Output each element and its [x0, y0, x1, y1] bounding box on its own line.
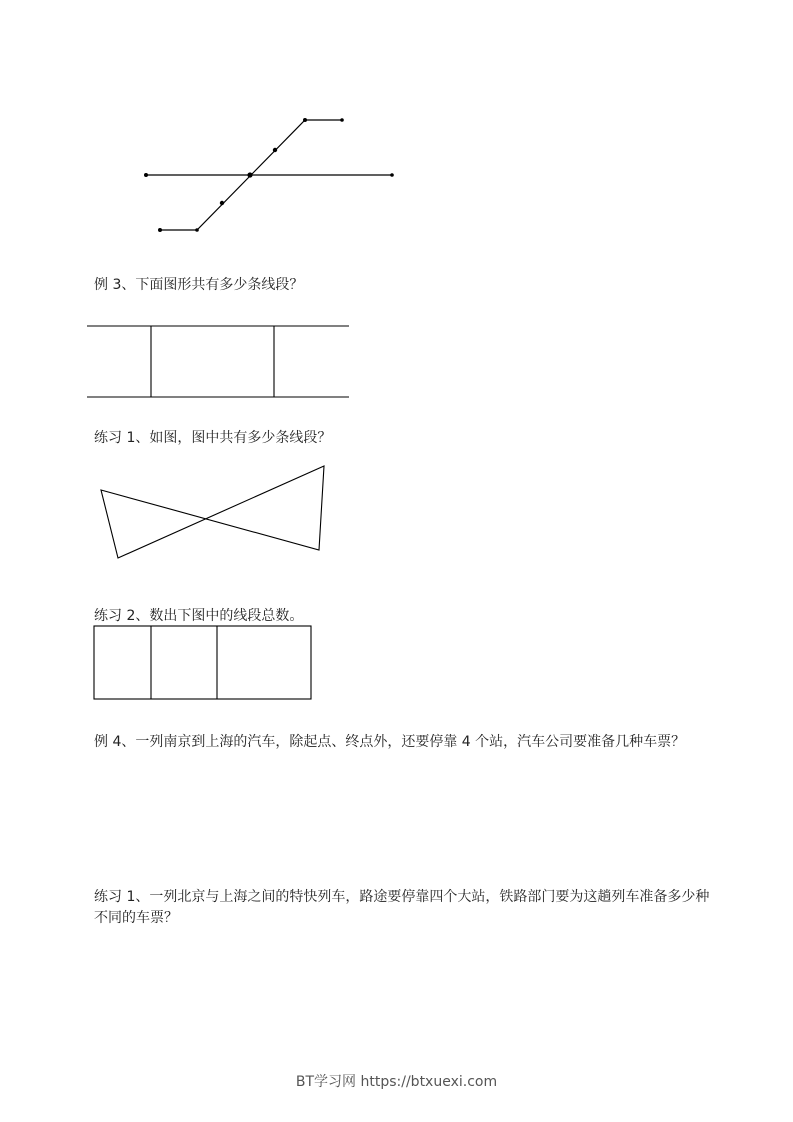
figure-divided-rectangle — [94, 626, 311, 699]
practice-1-train-question: 练习 1、一列北京与上海之间的特快列车，路途要停靠四个大站，铁路部门要为这趟列车准备多少种不同的车票？ — [94, 889, 710, 926]
figure-ladder — [87, 326, 349, 397]
footer-watermark: BT学习网 https://btxuexi.com — [295, 1074, 498, 1090]
example-4-question: 例 4、一列南京到上海的汽车，除起点、终点外，还要停靠 4 个站，汽车公司要准备几种车票？ — [94, 734, 686, 750]
example-3-question: 例 3、下面图形共有多少条线段？ — [94, 277, 304, 293]
figure-bowtie — [101, 466, 324, 558]
figure-points-on-lines — [146, 120, 392, 230]
practice-1-question: 练习 1、如图，图中共有多少条线段？ — [94, 430, 332, 446]
practice-2-question: 练习 2、数出下图中的线段总数。 — [94, 608, 304, 624]
